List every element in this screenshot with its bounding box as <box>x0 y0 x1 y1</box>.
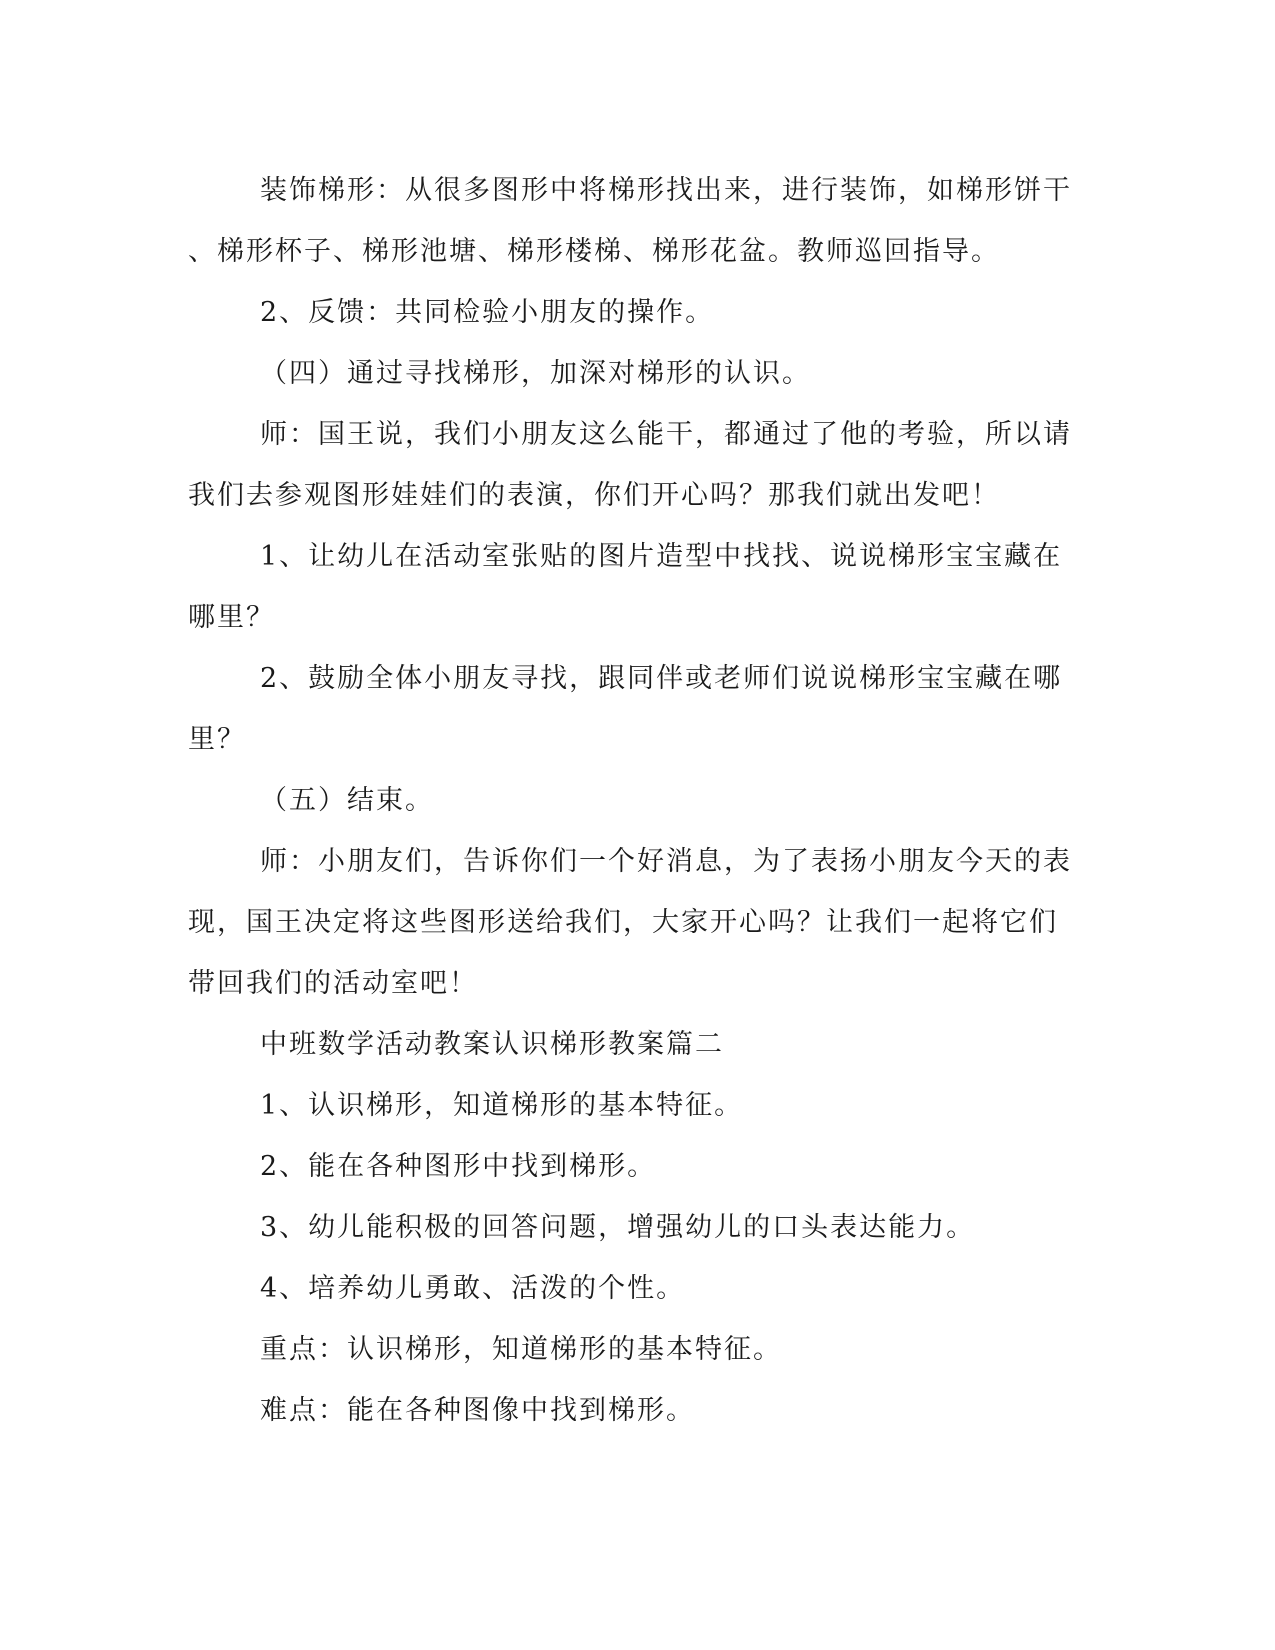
difficult-point: 难点：能在各种图像中找到梯形。 <box>260 1395 695 1426</box>
paragraph-line: 1、让幼儿在活动室张贴的图片造型中找找、说说梯形宝宝藏在 <box>260 541 1063 572</box>
list-item: 3、幼儿能积极的回答问题，增强幼儿的口头表达能力。 <box>260 1212 976 1243</box>
section-heading: （四）通过寻找梯形，加深对梯形的认识。 <box>260 358 811 389</box>
paragraph-line: 现，国王决定将这些图形送给我们，大家开心吗？让我们一起将它们 <box>188 907 1058 938</box>
list-item: 2、能在各种图形中找到梯形。 <box>260 1151 657 1182</box>
document-body <box>188 160 1072 1441</box>
paragraph-line: 里？ <box>188 724 246 755</box>
paragraph-line: 、梯形杯子、梯形池塘、梯形楼梯、梯形花盆。教师巡回指导。 <box>188 236 1000 267</box>
list-item: 1、认识梯形，知道梯形的基本特征。 <box>260 1090 744 1121</box>
section-title: 中班数学活动教案认识梯形教案篇二 <box>260 1029 724 1060</box>
paragraph-line: 2、鼓励全体小朋友寻找，跟同伴或老师们说说梯形宝宝藏在哪 <box>260 663 1063 694</box>
paragraph-line: 师：国王说，我们小朋友这么能干，都通过了他的考验，所以请 <box>260 419 1072 450</box>
paragraph-line: 师：小朋友们，告诉你们一个好消息，为了表扬小朋友今天的表 <box>260 846 1072 877</box>
paragraph-line: 我们去参观图形娃娃们的表演，你们开心吗？那我们就出发吧！ <box>188 480 1000 511</box>
section-heading: （五）结束。 <box>260 785 434 816</box>
paragraph-line: 装饰梯形：从很多图形中将梯形找出来，进行装饰，如梯形饼干 <box>260 175 1072 206</box>
key-point: 重点：认识梯形，知道梯形的基本特征。 <box>260 1334 782 1365</box>
paragraph-line: 哪里？ <box>188 602 275 633</box>
paragraph-line: 2、反馈：共同检验小朋友的操作。 <box>260 297 715 328</box>
paragraph-line: 带回我们的活动室吧！ <box>188 968 478 999</box>
list-item: 4、培养幼儿勇敢、活泼的个性。 <box>260 1273 686 1304</box>
